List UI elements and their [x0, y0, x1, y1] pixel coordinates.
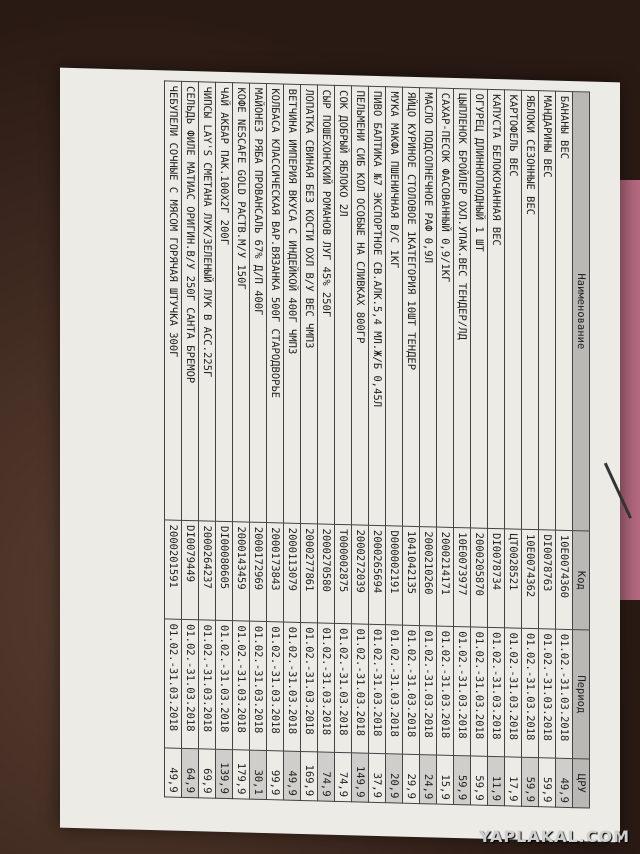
table-row — [522, 90, 539, 806]
cell-price: 74,9 — [335, 752, 352, 801]
cell-period: 01.02.-31.03.2018 — [216, 620, 233, 749]
cell-price: 59,9 — [539, 758, 556, 807]
cell-name: ЧИПСЫ LAY'S СМЕТАНА ЛУК/ЗЕЛЕНЫЙ ЛУК В АСС.225Г — [199, 82, 216, 521]
cell-code: 2000210260 — [420, 527, 437, 626]
cell-code: T000002875 — [335, 524, 352, 623]
cell-period: 01.02.-31.03.2018 — [318, 623, 335, 752]
cell-price: 64,9 — [182, 748, 199, 797]
table-body — [165, 81, 573, 808]
cell-period: 01.02.-31.03.2018 — [301, 622, 318, 751]
table-row — [403, 87, 420, 803]
cell-period: 01.02.-31.03.2018 — [267, 622, 284, 751]
cell-period: 01.02.-31.03.2018 — [437, 626, 454, 755]
cell-code: 2000264237 — [199, 521, 216, 620]
cell-price: 69,9 — [199, 749, 216, 798]
cell-price: 49,9 — [284, 751, 301, 800]
cell-code: ЦТ0028521 — [505, 529, 522, 628]
cell-name: ЛОПАТКА СВИНАЯ БЕЗ КОСТИ ОХЛ В/У ВЕС ЧМПЗ — [301, 84, 318, 523]
cell-price: 59,9 — [471, 756, 488, 805]
cell-price: 179,9 — [233, 750, 250, 799]
cell-code: 10Е0074362 — [522, 529, 539, 628]
cell-code: D000002191 — [386, 526, 403, 625]
cell-name: МУКА МАКФА ПШЕНИЧНАЯ В/С 1КГ — [386, 87, 403, 526]
table-row — [539, 91, 556, 807]
col-header-name: Наименование — [573, 92, 590, 531]
cell-period: 01.02.-31.03.2018 — [284, 622, 301, 751]
cell-period: 01.02.-31.03.2018 — [488, 627, 505, 756]
cell-name: ЯБЛОКИ СЕЗОННЫЕ ВЕС — [522, 90, 539, 529]
cell-code: DI00080605 — [216, 521, 233, 620]
cell-code: 2000172969 — [250, 522, 267, 621]
cell-period: 01.02.-31.03.2018 — [165, 619, 182, 748]
cell-price: 37,9 — [369, 753, 386, 802]
cell-price: 11,9 — [488, 756, 505, 805]
cell-period: 01.02.-31.03.2018 — [505, 628, 522, 757]
cell-name: МАСЛО ПОДСОЛНЕЧНОЕ РАФ 0,9Л — [420, 88, 437, 527]
cell-name: КАРТОФЕЛЬ ВЕС — [505, 90, 522, 529]
col-header-code: Код — [573, 531, 590, 630]
cell-price: 149,9 — [352, 753, 369, 802]
cell-code: 2000214171 — [437, 527, 454, 626]
cell-price: 59,9 — [454, 755, 471, 804]
table-row — [233, 83, 250, 799]
cell-period: 01.02.-31.03.2018 — [403, 625, 420, 754]
paper-sheet-wrapper — [60, 75, 620, 835]
cell-period: 01.02.-31.03.2018 — [420, 626, 437, 755]
cell-price: 74,9 — [318, 752, 335, 801]
cell-code: DI0079449 — [182, 520, 199, 619]
cell-name: ВЕТЧИНА ИМПЕРИЯ ВКУСА С ИНДЕЙКОЙ 400Г ЧМПЗ — [284, 84, 301, 523]
cell-name: ЦЫПЛЕНОК БРОЙЛЕР ОХЛ.УПАК.ВЕС ТЕНДЕР/ЛД — [454, 88, 471, 527]
table-row — [369, 86, 386, 802]
cell-name: СЕЛЬДЬ ФИЛЕ МАТИАС ОРИГИН.В/У 250Г САНТА БРЕМОР — [182, 81, 199, 520]
cell-code: 2000205870 — [471, 528, 488, 627]
cell-code: 2000270580 — [318, 524, 335, 623]
cell-name: ЧАЙ АКБАР ПАК.100Х2Г 200Г — [216, 82, 233, 521]
table-row — [250, 83, 267, 799]
cell-name: ОГУРЕЦ ДЛИННОПЛОДНЫЙ 1 ШТ — [471, 89, 488, 528]
table-row — [318, 85, 335, 801]
table-row — [505, 90, 522, 806]
cell-period: 01.02.-31.03.2018 — [250, 621, 267, 750]
cell-period: 01.02.-31.03.2018 — [233, 621, 250, 750]
cell-period: 01.02.-31.03.2018 — [471, 627, 488, 756]
cell-price: 49,9 — [556, 758, 573, 807]
cell-code: DI0078763 — [539, 530, 556, 629]
cell-code: 2000265694 — [369, 525, 386, 624]
cell-code: 2000113079 — [284, 523, 301, 622]
watermark-logo: YAPLAKAL.COM — [478, 827, 630, 846]
cell-code: 2000143459 — [233, 522, 250, 621]
table-row — [556, 91, 573, 807]
table-row — [284, 84, 301, 800]
cell-name: МАЙОНЕЗ РЯБА ПРОВАНСАЛЬ 67% Д/П 400Г — [250, 83, 267, 522]
cell-name: ЧЕБУПЕЛИ СОЧНЫЕ С МЯСОМ ГОРЯЧАЯ ШТУЧКА 300Г — [165, 81, 182, 520]
cell-code: 10Е0074360 — [556, 530, 573, 629]
table-row — [301, 84, 318, 800]
cell-period: 01.02.-31.03.2018 — [199, 620, 216, 749]
cell-name: КОФЕ NESCAFE GOLD РАСТВ.М/У 150Г — [233, 83, 250, 522]
cell-name: МАНДАРИНЫ ВЕС — [539, 91, 556, 530]
table-row — [488, 89, 505, 805]
table-row — [437, 88, 454, 804]
cell-code: 1041042135 — [403, 526, 420, 625]
price-table — [164, 80, 590, 808]
cell-code: 10Е0073977 — [454, 527, 471, 626]
table-row — [386, 87, 403, 803]
cell-name: ЯЙЦО КУРИНОЕ СТОЛОВОЕ 1КАТЕГОРИЯ 10ШТ ТЕНДЕР — [403, 87, 420, 526]
cell-period: 01.02.-31.03.2018 — [182, 619, 199, 748]
table-row — [352, 86, 369, 802]
table-row — [420, 88, 437, 804]
table-header-row — [573, 92, 590, 808]
table-row — [216, 82, 233, 798]
paper-sheet — [60, 68, 620, 843]
cell-name: СЫР ПОШЕХОНСКИЙ РОМАНОВ ЛУГ 45% 250Г — [318, 85, 335, 524]
cell-period: 01.02.-31.03.2018 — [522, 628, 539, 757]
cell-price: 20,9 — [386, 754, 403, 803]
table-row — [165, 81, 182, 797]
cell-price: 49,9 — [165, 748, 182, 797]
cell-name: КОЛБАСА КЛАССИЧЕСКАЯ ВАР.ВЯЗАНКА 500Г СТАРОДВОРЬЕ — [267, 84, 284, 523]
cell-price: 30,1 — [250, 750, 267, 799]
table-row — [267, 84, 284, 800]
cell-period: 01.02.-31.03.2018 — [386, 625, 403, 754]
cell-name: ПИВО БАЛТИКА №7 ЭКСПОРТНОЕ СВ.АЛК.5,4 МЛ.Ж/Б 0,45Л — [369, 86, 386, 525]
cell-price: 139,9 — [216, 749, 233, 798]
table-row — [471, 89, 488, 805]
cell-period: 01.02.-31.03.2018 — [539, 629, 556, 758]
table-row — [182, 81, 199, 797]
cell-price: 169,9 — [301, 751, 318, 800]
col-header-period: Период — [573, 630, 590, 759]
cell-code: 2000277861 — [301, 523, 318, 622]
cell-code: 2000173843 — [267, 523, 284, 622]
col-header-price: ЦРУ — [573, 759, 590, 808]
cell-price: 99,9 — [267, 751, 284, 800]
cell-period: 01.02.-31.03.2018 — [556, 629, 573, 758]
cell-period: 01.02.-31.03.2018 — [335, 623, 352, 752]
cell-price: 24,9 — [420, 755, 437, 804]
cell-period: 01.02.-31.03.2018 — [352, 624, 369, 753]
cell-code: 2000201591 — [165, 520, 182, 619]
cell-name: ПЕЛЬМЕНИ СИБ КОЛ ОСОБЫЕ НА СЛИВКАХ 800ГР — [352, 86, 369, 525]
cell-price: 15,9 — [437, 755, 454, 804]
table-row — [199, 82, 216, 798]
cell-price: 29,9 — [403, 754, 420, 803]
table-row — [454, 88, 471, 804]
cell-name: САХАР-ПЕСОК ФАСОВАННЫЙ 0,9/1КГ — [437, 88, 454, 527]
cell-name: КАПУСТА БЕЛОКОЧАННАЯ ВЕС — [488, 89, 505, 528]
cell-price: 17,9 — [505, 757, 522, 806]
cell-period: 01.02.-31.03.2018 — [454, 626, 471, 755]
cell-name: СОК ДОБРЫЙ ЯБЛОКО 2Л — [335, 85, 352, 524]
cell-name: БАНАНЫ ВЕС — [556, 91, 573, 530]
table-row — [335, 85, 352, 801]
cell-code: 2000272039 — [352, 525, 369, 624]
cell-period: 01.02.-31.03.2018 — [369, 624, 386, 753]
cell-code: DI0078734 — [488, 528, 505, 627]
cell-price: 59,9 — [522, 757, 539, 806]
